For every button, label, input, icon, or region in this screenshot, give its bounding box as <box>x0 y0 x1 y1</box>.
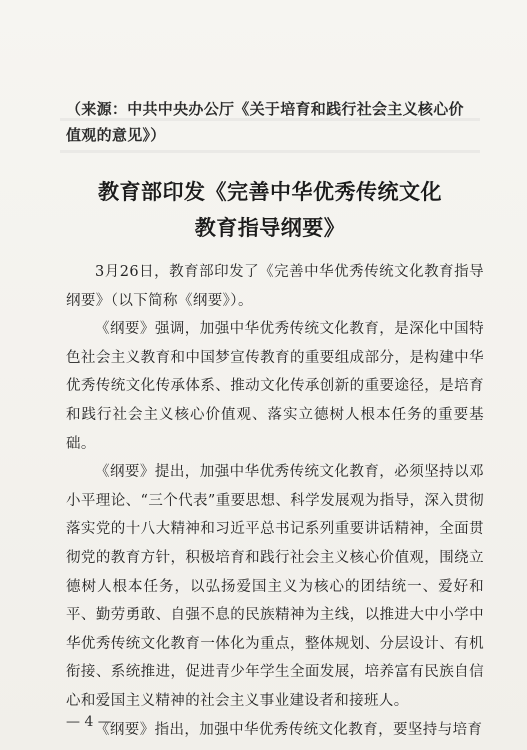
article-title-line-2: 教育指导纲要》 <box>194 216 346 240</box>
article-title-line-1: 教育部印发《完善中华优秀传统文化 <box>98 180 442 204</box>
bleed-through <box>60 150 480 153</box>
source-citation <box>66 96 486 148</box>
article-body <box>66 258 484 744</box>
paragraph-4: 《纲要》指出，加强中华优秀传统文化教育，要坚持与培育 <box>95 721 483 738</box>
source-line-1: （来源：中共中央办公厅《关于培育和践行社会主义核心价 <box>66 100 464 118</box>
page-number: — 4 — <box>66 714 112 730</box>
paragraph-3: 《纲要》提出，加强中华优秀传统文化教育，必须坚持以邓小平理论、“三个代表”重要思想、科学发展观为指导，深入贯彻落实党的十八大精神和习近平总书记系列重要讲话精神，全面贯彻党的教育方针，积极培育和践行社会主义核心价值观，围绕立德树人根本任务，以弘扬爱国主义为核心的团结统一、爱好和平、勤劳勇敢、自强不息的民族精神为主线，以推进大中小学中华优秀传统文化教育一体化为重点，整体规划、分层设计、有机衔接、系统推进，促进青少年学生全面发展，培养富有民族自信心和爱国主义精神的社会主义事业建设者和接班人。 <box>66 464 484 709</box>
paragraph-1: 3月26日，教育部印发了《完善中华优秀传统文化教育指导纲要》（以下简称《纲要》）。 <box>66 264 484 309</box>
paragraph-2: 《纲要》强调，加强中华优秀传统文化教育，是深化中国特色社会主义教育和中国梦宣传教育的重要组成部分，是构建中华优秀传统文化传承体系、推动文化传承创新的重要途径，是培育和践行社会主义核心价值观、落实立德树人根本任务的重要基础。 <box>66 321 484 452</box>
source-line-2: 值观的意见》） <box>66 126 166 144</box>
